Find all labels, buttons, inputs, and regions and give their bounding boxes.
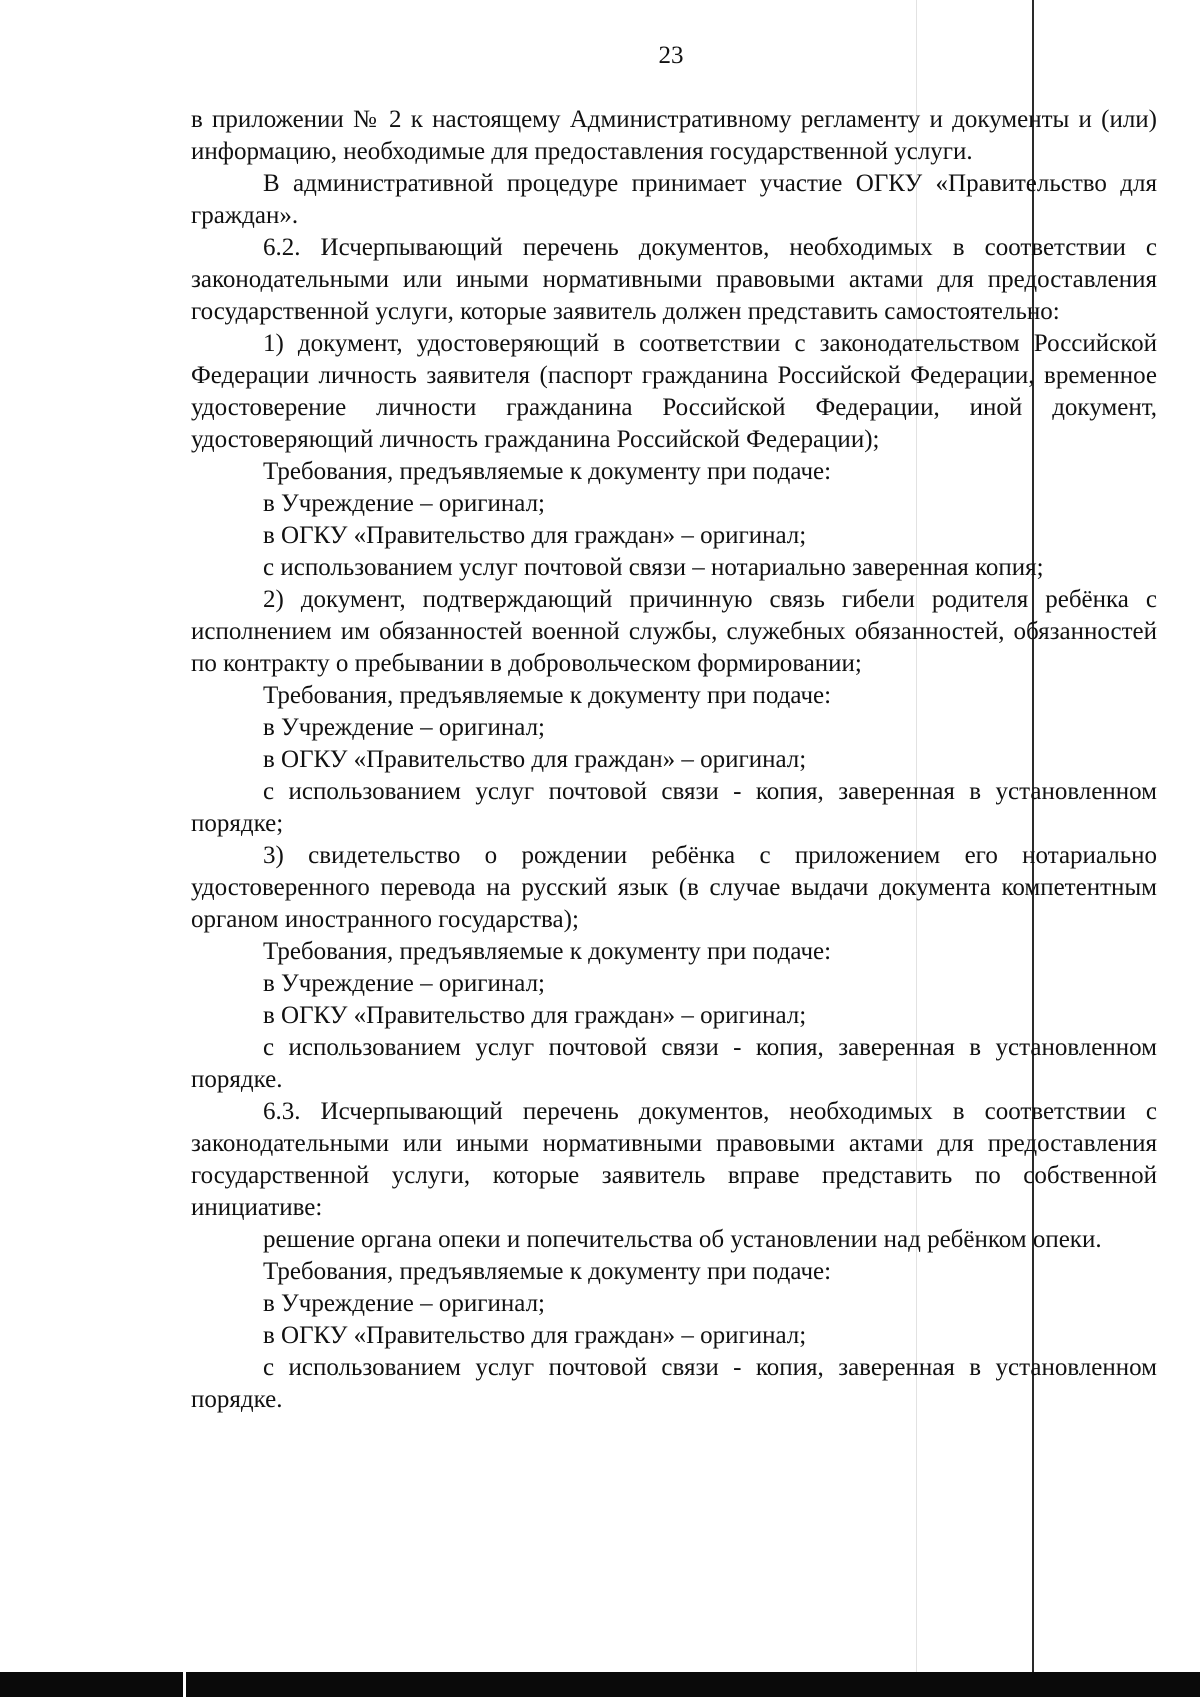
page-number: 23: [658, 42, 684, 69]
scan-bottom-border-gap: [183, 1672, 186, 1697]
paragraph: в Учреждение – оригинал;: [263, 714, 545, 741]
paragraph: в ОГКУ «Правительство для граждан» – оригинал;: [263, 1322, 807, 1349]
paragraph: В административной процедуре принимает участие ОГКУ «Правительство для граждан».: [191, 170, 1157, 229]
paragraph: с использованием услуг почтовой связи - копия, заверенная в установленном порядке;: [191, 778, 1157, 837]
paragraph: Требования, предъявляемые к документу при подаче:: [263, 682, 832, 709]
paragraph: в ОГКУ «Правительство для граждан» – оригинал;: [263, 1002, 807, 1029]
paragraph: решение органа опеки и попечительства об установлении над ребёнком опеки.: [263, 1226, 1102, 1253]
paragraph: в Учреждение – оригинал;: [263, 490, 545, 517]
paragraph: 6.2. Исчерпывающий перечень документов, необходимых в соответствии с законодательными или иными нормативными правовыми актами для предоставления государственной услуги, которые заявитель должен представить самостоятельно:: [191, 234, 1157, 325]
paragraph: 2) документ, подтверждающий причинную связь гибели родителя ребёнка с исполнением им обязанностей военной службы, служебных обязанностей, обязанностей по контракту о пребывании в добровольческом формировании;: [191, 586, 1157, 677]
paragraph: 1) документ, удостоверяющий в соответствии с законодательством Российской Федерации личность заявителя (паспорт гражданина Российской Федерации, временное удостоверение личности гражданина Российской Федерации, иной документ, удостоверяющий личность гражданина Российской Федерации);: [191, 330, 1157, 453]
paragraph: Требования, предъявляемые к документу при подаче:: [263, 938, 832, 965]
paragraph: в Учреждение – оригинал;: [263, 970, 545, 997]
paragraph: с использованием услуг почтовой связи - копия, заверенная в установленном порядке.: [191, 1354, 1157, 1413]
paragraph: Требования, предъявляемые к документу при подаче:: [263, 458, 832, 485]
paragraph: Требования, предъявляемые к документу при подаче:: [263, 1258, 832, 1285]
document-body: [191, 104, 1157, 1416]
paragraph: в Учреждение – оригинал;: [263, 1290, 545, 1317]
paragraph: в ОГКУ «Правительство для граждан» – оригинал;: [263, 746, 807, 773]
paragraph: в приложении № 2 к настоящему Административному регламенту и документы и (или) информацию, необходимые для предоставления государственной услуги.: [191, 106, 1157, 165]
paragraph: с использованием услуг почтовой связи – нотариально заверенная копия;: [263, 554, 1044, 581]
paragraph: 6.3. Исчерпывающий перечень документов, необходимых в соответствии с законодательными или иными нормативными правовыми актами для предоставления государственной услуги, которые заявитель вправе представить по собственной инициативе:: [191, 1098, 1157, 1221]
paragraph: в ОГКУ «Правительство для граждан» – оригинал;: [263, 522, 807, 549]
paragraph: 3) свидетельство о рождении ребёнка с приложением его нотариально удостоверенного перевода на русский язык (в случае выдачи документа компетентным органом иностранного государства);: [191, 842, 1157, 933]
scan-bottom-border: [0, 1672, 1200, 1697]
paragraph: с использованием услуг почтовой связи - копия, заверенная в установленном порядке.: [191, 1034, 1157, 1093]
